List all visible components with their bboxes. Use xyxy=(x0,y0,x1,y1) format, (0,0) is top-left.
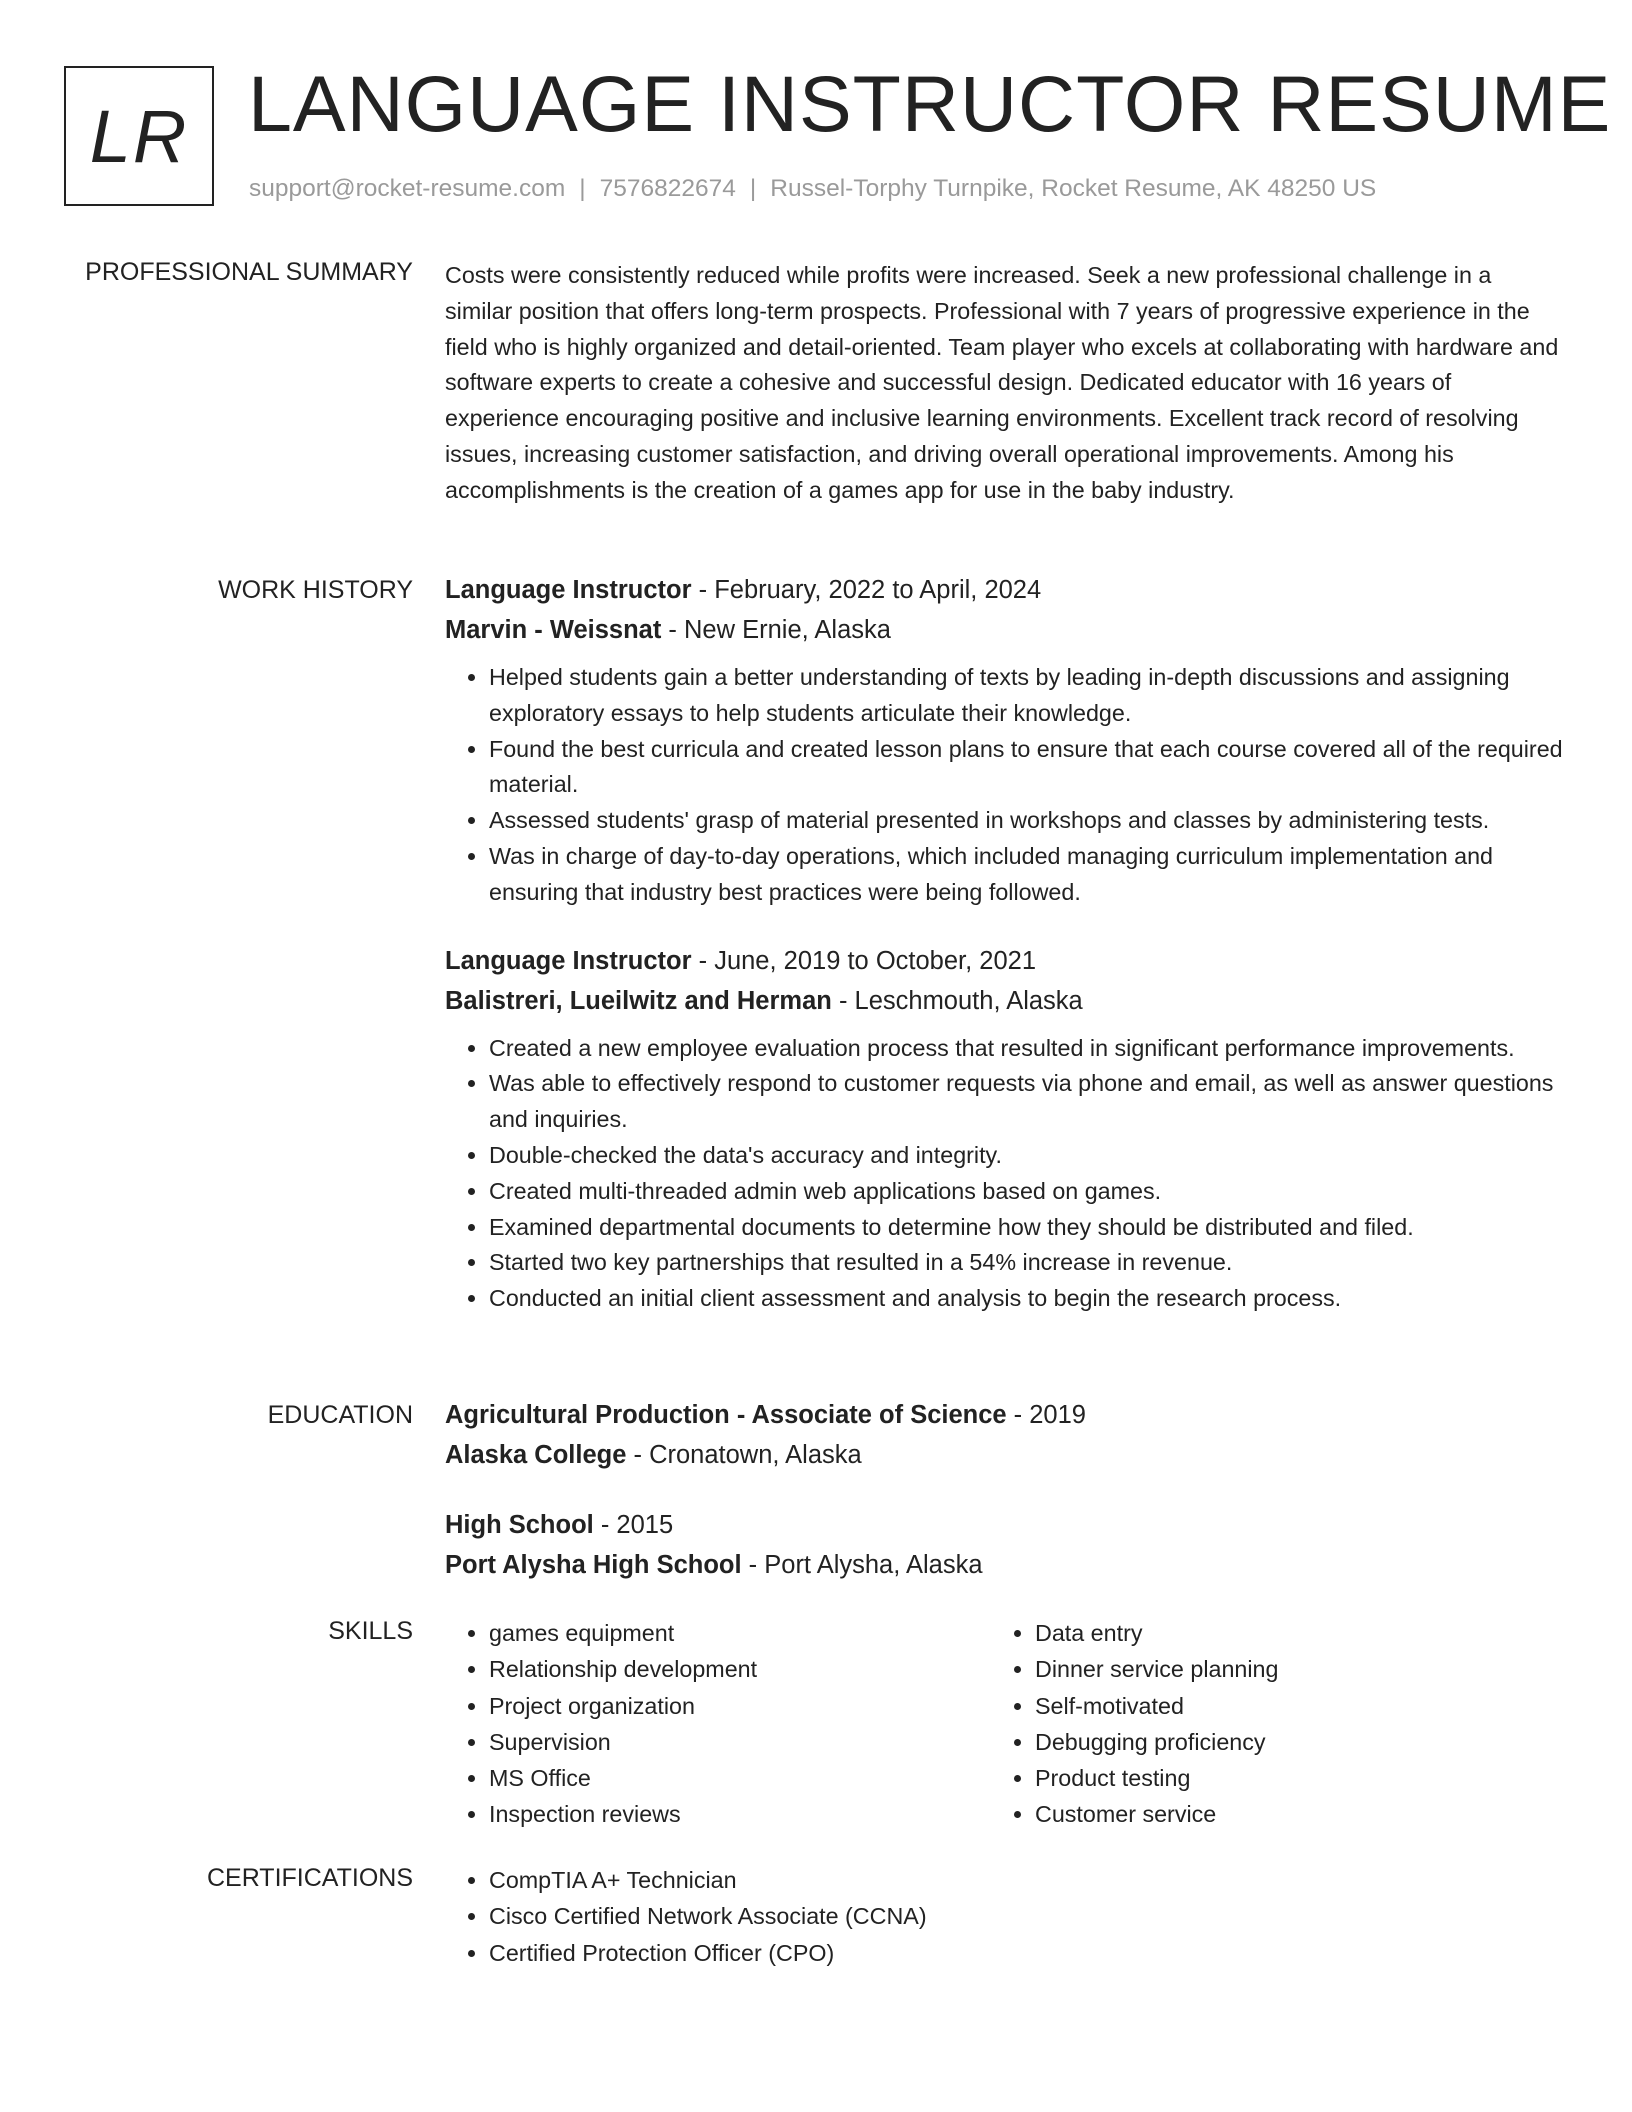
certifications-body xyxy=(445,1862,1565,1971)
job-company-line xyxy=(445,610,1565,650)
education-school: Alaska College xyxy=(445,1441,627,1469)
job-bullet: • Double-checked the data's accuracy and integrity. xyxy=(489,1138,1565,1174)
education-entry xyxy=(445,1395,1565,1475)
job-title-line xyxy=(445,941,1565,981)
contact-email[interactable]: support@rocket-resume.com xyxy=(249,175,566,202)
job-bullet: • Created a new employee evaluation process that resulted in significant performance improvements. xyxy=(489,1031,1565,1067)
monogram-logo: LR xyxy=(64,66,214,206)
education-degree: Agricultural Production - Associate of Science xyxy=(445,1401,1007,1429)
job-bullets xyxy=(445,1031,1565,1317)
education-degree-line xyxy=(445,1395,1565,1435)
section-label-summary: PROFESSIONAL SUMMARY xyxy=(85,258,413,286)
job-bullet: • Assessed students' grasp of material presented in workshops and classes by administering tests. xyxy=(489,803,1565,839)
skills-body xyxy=(445,1615,1565,1833)
summary-body xyxy=(445,258,1565,509)
certification-item: • CompTIA A+ Technician xyxy=(489,1862,1389,1898)
education-location: - Cronatown, Alaska xyxy=(626,1441,862,1469)
job-bullet: • Helped students gain a better understanding of texts by leading in-depth discussions and assigning exploratory essays to help students articulate their knowledge. xyxy=(489,660,1565,732)
job-bullet: • Was able to effectively respond to customer requests via phone and email, as well as answer questions and inquiries. xyxy=(489,1066,1565,1138)
education-location: - Port Alysha, Alaska xyxy=(741,1551,983,1579)
skill-item: • Supervision xyxy=(489,1724,991,1760)
skill-item: • MS Office xyxy=(489,1760,991,1796)
education-school-line xyxy=(445,1545,1565,1585)
job-bullet: • Started two key partnerships that resulted in a 54% increase in revenue. xyxy=(489,1245,1565,1281)
skill-item: • Inspection reviews xyxy=(489,1796,991,1832)
job-title: Language Instructor xyxy=(445,576,692,604)
contact-phone[interactable]: 7576822674 xyxy=(599,175,736,202)
job-bullet: • Conducted an initial client assessment and analysis to begin the research process. xyxy=(489,1281,1565,1317)
skill-item: • Product testing xyxy=(1035,1760,1537,1796)
education-degree: High School xyxy=(445,1511,594,1539)
job-company: Balistreri, Lueilwitz and Herman xyxy=(445,986,832,1015)
job-bullet: • Examined departmental documents to determine how they should be distributed and filed. xyxy=(489,1210,1565,1246)
skill-item: • Debugging proficiency xyxy=(1035,1724,1537,1760)
education-year: - 2019 xyxy=(1006,1401,1086,1429)
skill-item: • Data entry xyxy=(1035,1615,1537,1651)
skills-grid xyxy=(445,1615,1565,1833)
education-school-line xyxy=(445,1435,1565,1475)
job-company-line xyxy=(445,981,1565,1021)
skill-item: • Project organization xyxy=(489,1688,991,1724)
education-year: - 2015 xyxy=(593,1511,674,1539)
job-dates: - February, 2022 to April, 2024 xyxy=(691,576,1042,604)
section-label-skills: SKILLS xyxy=(328,1617,413,1645)
skill-item: • Self-motivated xyxy=(1035,1688,1537,1724)
job-company: Marvin - Weissnat xyxy=(445,616,662,644)
job-title: Language Instructor xyxy=(445,946,692,975)
section-label-work-history: WORK HISTORY xyxy=(218,576,413,604)
certification-item: • Certified Protection Officer (CPO) xyxy=(489,1935,1389,1971)
skills-column-left xyxy=(445,1615,991,1833)
summary-text: Costs were consistently reduced while profits were increased. Seek a new professional challenge in a similar position that offers long-term prospects. Professional with 7 years of progressive experience in the field who is highly organized and detail-oriented. Team player who excels at collaborating with hardware and software experts to create a cohesive and successful design. Dedicated educator with 16 years of experience encouraging positive and inclusive learning environments. Excellent track record of resolving issues, increasing customer satisfaction, and driving overall operational improvements. Among his accomplishments is the creation of a games app for use in the baby industry. xyxy=(445,262,1559,503)
certifications-list-wrap xyxy=(445,1862,1565,1971)
skill-item: • games equipment xyxy=(489,1615,991,1651)
job-bullet: • Created multi-threaded admin web applications based on games. xyxy=(489,1174,1565,1210)
skill-item: • Relationship development xyxy=(489,1651,991,1687)
contact-separator: | xyxy=(749,175,757,202)
job-bullet: • Was in charge of day-to-day operations, which included managing curriculum implementation and ensuring that industry best practices were being followed. xyxy=(489,839,1565,911)
job-entry xyxy=(445,570,1565,911)
education-school: Port Alysha High School xyxy=(445,1551,742,1579)
work-history-body xyxy=(445,570,1565,1347)
job-bullets xyxy=(445,660,1565,911)
contact-address: Russel-Torphy Turnpike, Rocket Resume, AK 48250 US xyxy=(770,175,1377,202)
education-body xyxy=(445,1395,1565,1615)
job-location: - Leschmouth, Alaska xyxy=(831,986,1083,1015)
certification-item: • Cisco Certified Network Associate (CCNA) xyxy=(489,1898,1389,1934)
resume-title: LANGUAGE INSTRUCTOR RESUME xyxy=(248,59,1612,148)
job-dates: - June, 2019 to October, 2021 xyxy=(691,946,1037,975)
job-bullet: • Found the best curricula and created lesson plans to ensure that each course covered all of the required material. xyxy=(489,732,1565,804)
skill-item: • Customer service xyxy=(1035,1796,1537,1832)
skill-item: • Dinner service planning xyxy=(1035,1651,1537,1687)
skills-column-right xyxy=(991,1615,1537,1833)
section-label-education: EDUCATION xyxy=(267,1401,413,1429)
contact-separator: | xyxy=(579,175,586,202)
section-label-certifications: CERTIFICATIONS xyxy=(206,1864,413,1892)
contact-line xyxy=(249,175,1376,203)
education-entry xyxy=(445,1505,1565,1585)
job-title-line xyxy=(445,570,1565,610)
job-location: - New Ernie, Alaska xyxy=(661,616,891,644)
job-entry xyxy=(445,941,1565,1317)
education-degree-line xyxy=(445,1505,1565,1545)
certifications-list xyxy=(445,1862,1389,1971)
